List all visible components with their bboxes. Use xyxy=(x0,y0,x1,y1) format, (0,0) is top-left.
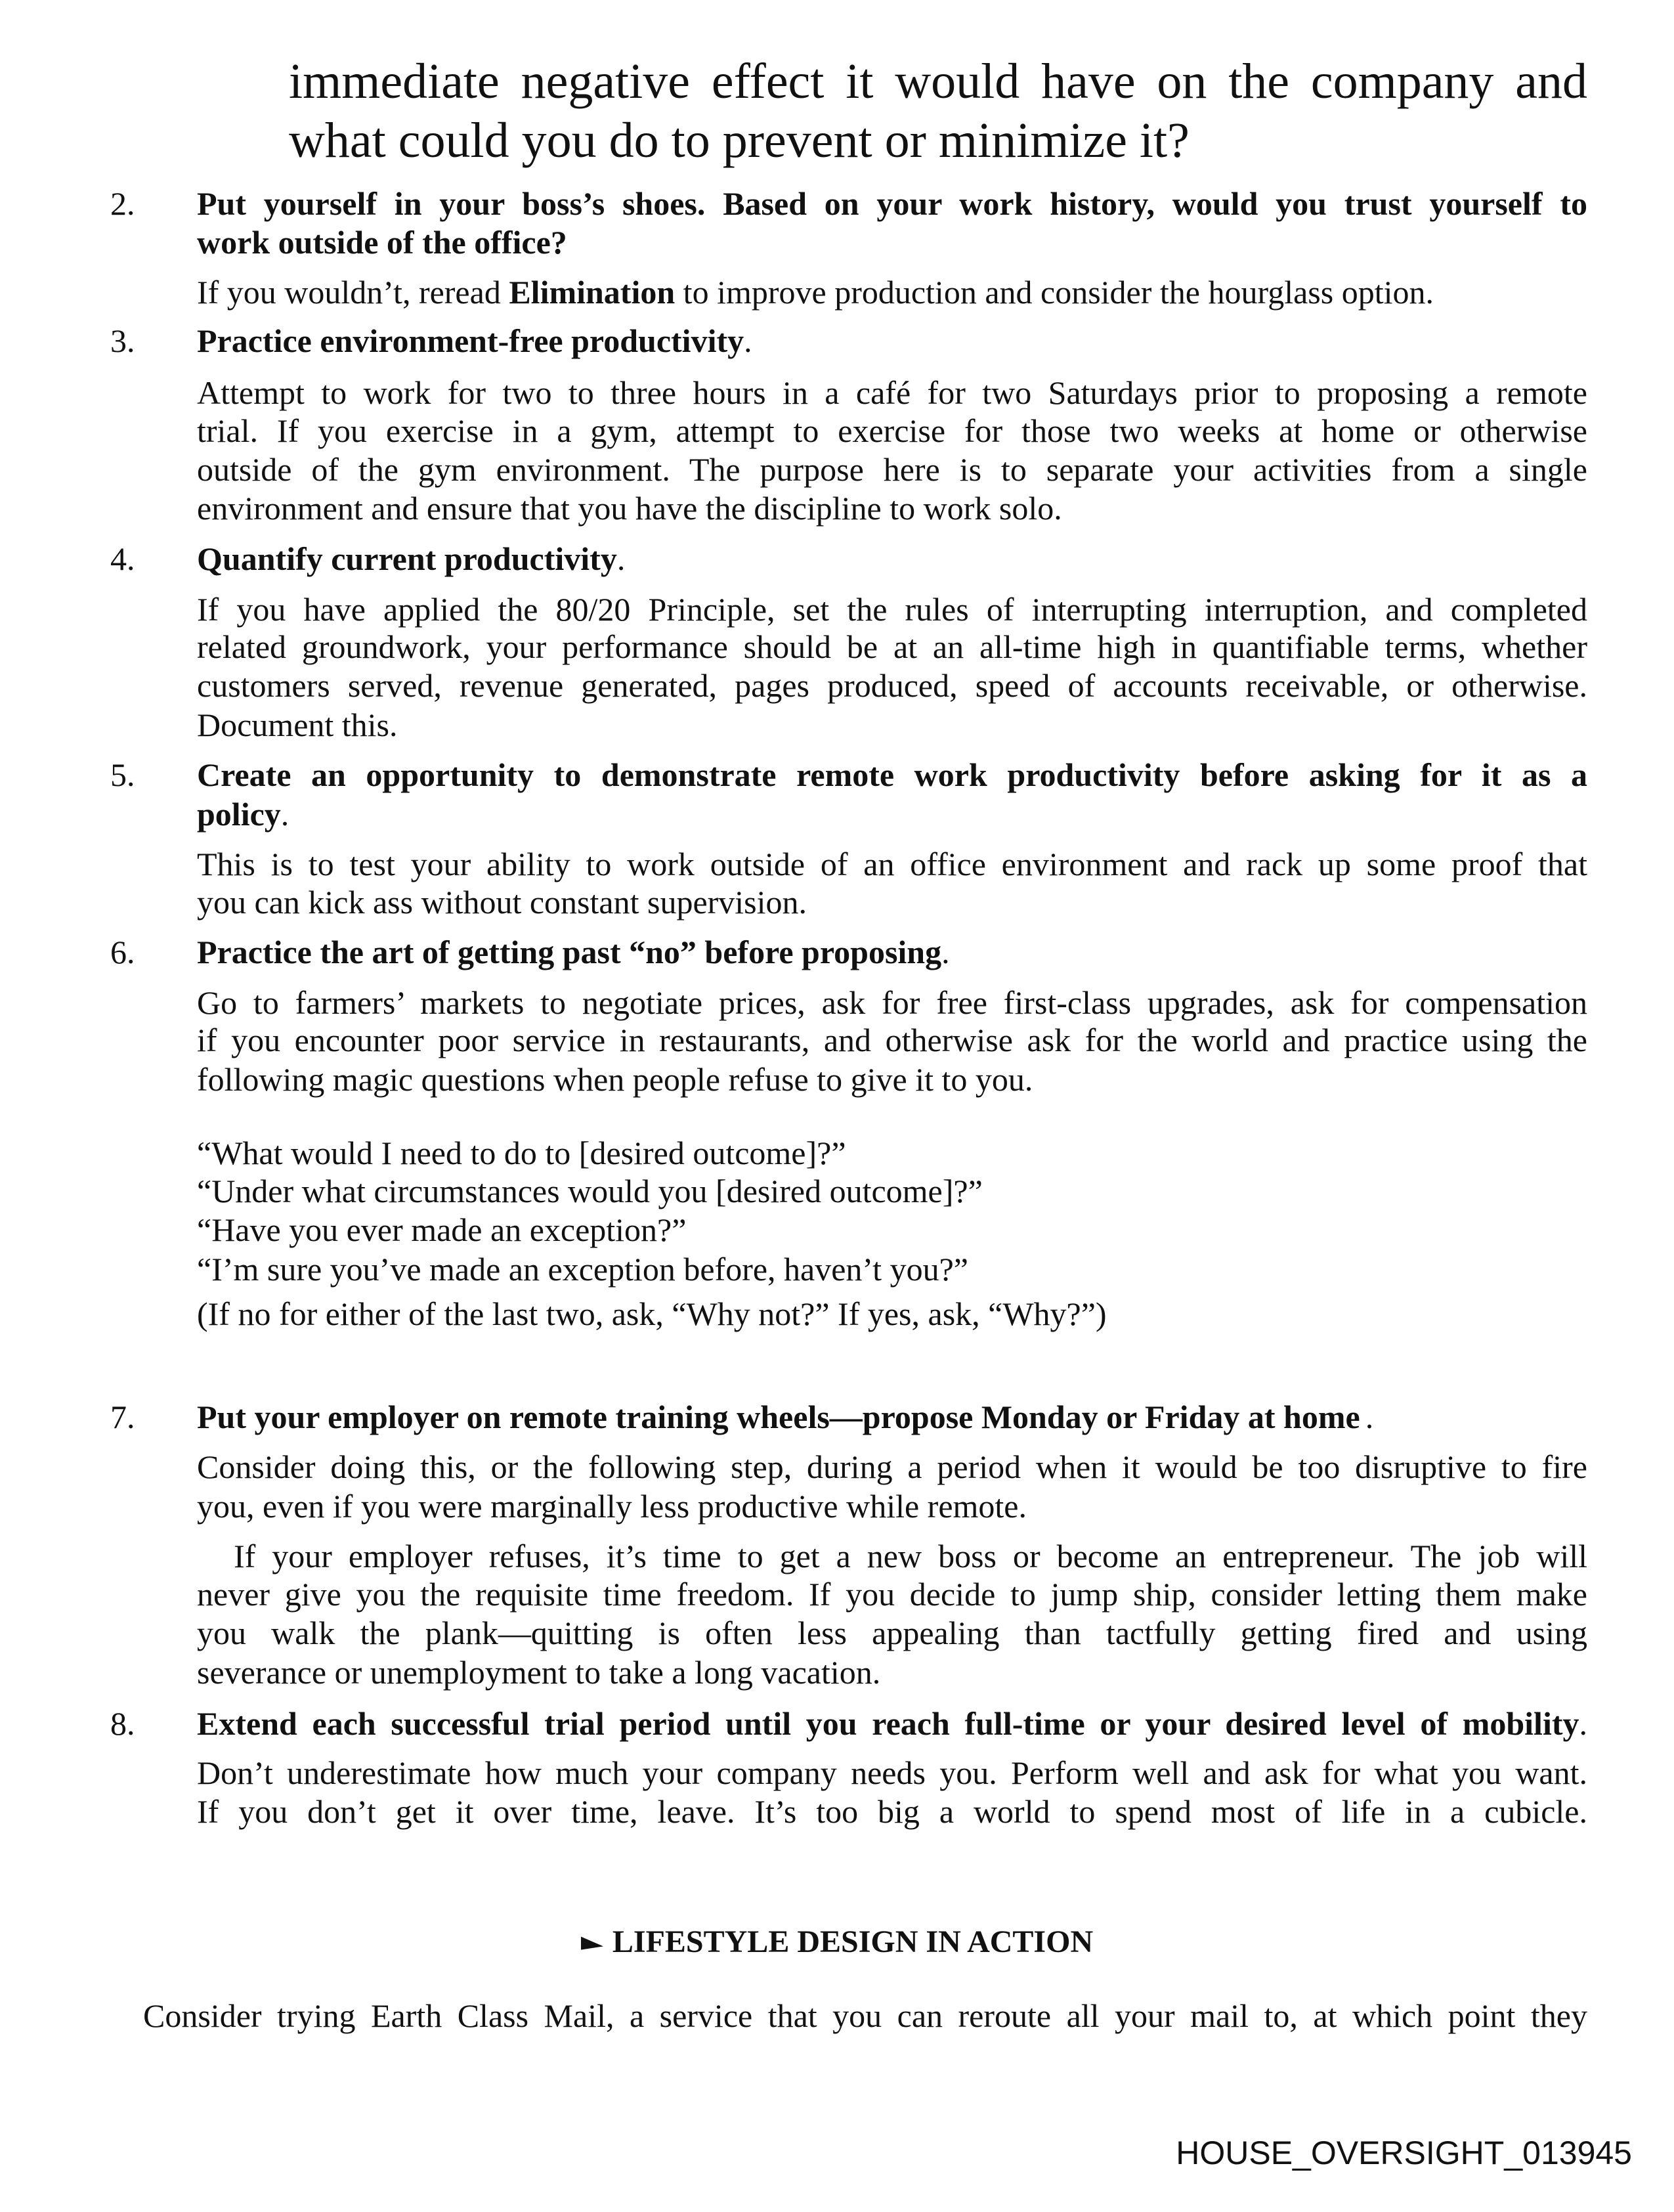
bates-number: HOUSE_OVERSIGHT_013945 xyxy=(1176,2135,1632,2171)
item-title-text: Quantify current productivity xyxy=(197,540,617,577)
item-number: 8. xyxy=(110,1705,135,1742)
item-title-text: Practice the art of getting past “no” before proposing xyxy=(197,934,942,970)
body-text: to improve production and consider the hourglass option. xyxy=(675,274,1434,311)
item-number: 7. xyxy=(110,1399,135,1435)
title-period: . xyxy=(744,322,752,359)
arrow-right-icon xyxy=(581,1937,603,1953)
magic-question: “Have you ever made an exception?” xyxy=(197,1211,687,1248)
item-para-line: never give you the requisite time freedom. If you decide to jump ship, consider letting them make xyxy=(197,1576,1587,1613)
item-title xyxy=(197,321,752,360)
item-para-line: you walk the plank—quitting is often less appealing than tactfully getting fired and using xyxy=(197,1615,1587,1651)
item-body-line: Document this. xyxy=(197,706,398,743)
item-body-line: Consider doing this, or the following step, during a period when it would be too disruptive to fire xyxy=(197,1448,1587,1485)
item-title-text: Practice environment-free productivity xyxy=(197,322,744,359)
magic-question: “I’m sure you’ve made an exception before, haven’t you?” xyxy=(197,1251,968,1288)
item-title: Put yourself in your boss’s shoes. Based on your work history, would you trust yourself to xyxy=(197,185,1587,222)
item-body-line: If you don’t get it over time, leave. It’s too big a world to spend most of life in a cubicle. xyxy=(197,1793,1587,1830)
item-body-line: environment and ensure that you have the discipline to work solo. xyxy=(197,490,1062,527)
item-body-line: related groundwork, your performance should be at an all-time high in quantifiable terms, whether xyxy=(197,628,1587,665)
elimination-reference: Elimination xyxy=(509,274,676,311)
item-body-line: If you have applied the 80/20 Principle, set the rules of interrupting interruption, and completed xyxy=(197,591,1587,628)
item-body-line: outside of the gym environment. The purpose here is to separate your activities from a single xyxy=(197,451,1587,488)
item-body-line: following magic questions when people refuse to give it to you. xyxy=(197,1061,1033,1098)
item-para-line: If your employer refuses, it’s time to get a new boss or become an entrepreneur. The job will xyxy=(234,1538,1587,1574)
title-period: . xyxy=(280,796,290,833)
item-title-cont xyxy=(197,794,289,834)
item-body-line: customers served, revenue generated, pages produced, speed of accounts receivable, or otherwise. xyxy=(197,667,1587,704)
item-body xyxy=(197,272,1434,312)
item-title xyxy=(197,539,625,578)
magic-question: “Under what circumstances would you [desired outcome]?” xyxy=(197,1173,983,1209)
item-title xyxy=(197,1397,1373,1437)
item-title-text: Extend each successful trial period until you reach full-time or your desired level of mobility xyxy=(197,1705,1579,1742)
title-period: . xyxy=(1579,1705,1587,1742)
title-period: . xyxy=(616,540,626,577)
continuation-line-1: immediate negative effect it would have on the company and xyxy=(289,54,1587,109)
item-body-line: This is to test your ability to work outside of an office environment and rack up some proof that xyxy=(197,846,1587,882)
magic-question-note: (If no for either of the last two, ask, “Why not?” If yes, ask, “Why?”) xyxy=(197,1295,1107,1332)
continuation-line-2: what could you do to prevent or minimize it? xyxy=(289,113,1190,168)
title-period: . xyxy=(1365,1399,1374,1435)
item-title xyxy=(197,1704,1587,1743)
item-number: 4. xyxy=(110,540,135,577)
item-title: Create an opportunity to demonstrate remote work productivity before asking for it as a xyxy=(197,756,1587,793)
item-body-line: you, even if you were marginally less productive while remote. xyxy=(197,1488,1027,1525)
item-number: 6. xyxy=(110,934,135,970)
item-body-line: you can kick ass without constant supervision. xyxy=(197,884,807,921)
section-heading xyxy=(0,1922,1674,1962)
section-body-line: Consider trying Earth Class Mail, a service that you can reroute all your mail to, at which point they xyxy=(143,1997,1587,2034)
item-body-line: Go to farmers’ markets to negotiate prices, ask for free first-class upgrades, ask for compensation xyxy=(197,984,1587,1021)
item-para-line: severance or unemployment to take a long vacation. xyxy=(197,1654,881,1691)
magic-question: “What would I need to do to [desired outcome]?” xyxy=(197,1135,846,1171)
item-number: 2. xyxy=(110,185,135,222)
item-number: 5. xyxy=(110,756,135,793)
section-heading-text: LIFESTYLE DESIGN IN ACTION xyxy=(612,1924,1094,1959)
body-text: If you wouldn’t, reread xyxy=(197,274,509,311)
item-title xyxy=(197,932,950,972)
item-number: 3. xyxy=(110,322,135,359)
item-body-line: Attempt to work for two to three hours in a café for two Saturdays prior to proposing a remote xyxy=(197,374,1587,411)
item-body-line: if you encounter poor service in restaurants, and otherwise ask for the world and practice using the xyxy=(197,1022,1587,1058)
title-period: . xyxy=(941,934,950,970)
item-title-text: Put your employer on remote training wheels—propose Monday or Friday at home xyxy=(197,1399,1360,1435)
item-body-line: Don’t underestimate how much your company needs you. Perform well and ask for what you want. xyxy=(197,1754,1587,1791)
item-title-cont: work outside of the office? xyxy=(197,224,567,261)
item-body-line: trial. If you exercise in a gym, attempt to exercise for those two weeks at home or otherwise xyxy=(197,412,1587,449)
item-title-text: policy xyxy=(197,796,281,833)
